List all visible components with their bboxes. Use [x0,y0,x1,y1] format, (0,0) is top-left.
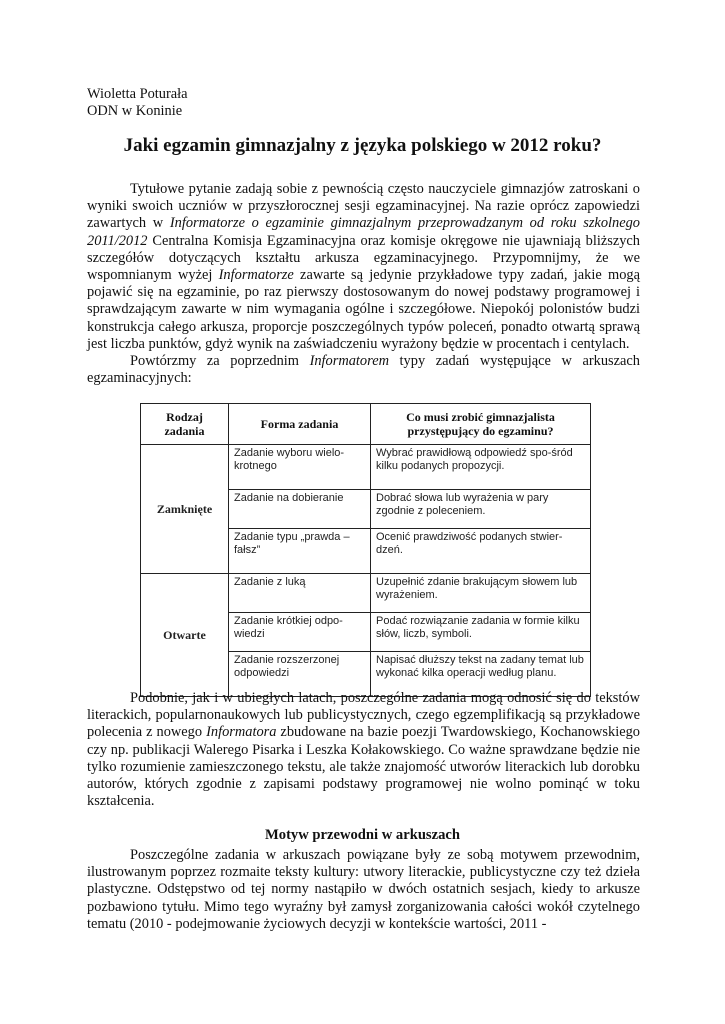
motif-paragraph: Poszczególne zadania w arkuszach powiązane były ze sobą motywem przewodnim, ilustrowanym poprzez rozmaite teksty kultury: utwory literackie, publicystyczne czy też dzieła plastyczne. Odstępstwo od tej normy nastąpiło w dwóch ostatnich sesjach, kiedy to arkusze pozbawiono tytułu. Mimo tego wyraźny był zamysł zorganizowania całości wokół czytelnego tematu (2010 - podejmowanie życiowych decyzji w kontekście wartości, 2011 - [87,847,640,932]
action-cell: Podać rozwiązanie zadania w formie kilku słów, liczb, symboli. [371,613,591,652]
text-run: typy zadań występujące w arkuszach egzaminacyjnych: [87,353,640,387]
table-header-row [141,404,591,445]
text-run: Centralna Komisja Egzaminacyjna oraz komisje okręgowe nie ujawniają bliższych szczegółów dotyczących kształtu arkusza egzaminacyjnego. Przypomnijmy, że we wspomnianym wyżej [87,232,640,284]
motif-section [87,847,640,933]
author-organization: ODN w Koninie [87,103,183,119]
text-run: zbudowane na bazie poezji Twardowskiego, Kochanowskiego czy np. publikacji Walerego Pisarka i Leszka Kołakowskiego. Co ważne sprawdzane będzie nie tylko rozumienie zamieszczonego tekstu, ale także znajomość utworów literackich lub dorobku autorów, których zgodnie z zapisami podstawy programowej nie wolno pominąć w toku kształcenia. [87,724,641,810]
form-cell: Zadanie na dobieranie [229,490,371,529]
header-kind: Rodzaj zadania [141,404,229,445]
after-table-paragraph [87,690,640,810]
action-cell: Uzupełnić zdanie brakującym słowem lub wyrażeniem. [371,574,591,613]
task-types-table [140,403,591,697]
kind-open: Otwarte [141,574,229,697]
form-cell: Zadanie rozszerzonej odpowiedzi [229,652,371,697]
after-table-section [87,690,640,810]
intro-section [87,181,640,387]
action-cell: Napisać dłuższy tekst na zadany temat lub wykonać kilka operacji według planu. [371,652,591,697]
italic-title-reference: Informatorze [218,267,294,284]
text-run: Powtórzmy za poprzednim [130,353,310,370]
italic-title-reference: Informatorze o egzaminie gimnazjalnym przeprowadzanym od roku szkolnego 2011/2012 [87,215,640,249]
form-cell: Zadanie krótkiej odpo-wiedzi [229,613,371,652]
text-run: Podobnie, jak i w ubiegłych latach, poszczególne zadania mogą odnosić się do tekstów literackich, popularnonaukowych lub publicystycznych, czego egzemplifikacją są przykładowe polecenia z nowego [87,690,640,741]
table-row [141,574,591,613]
kind-closed: Zamknięte [141,445,229,574]
author-block [87,86,188,120]
form-cell: Zadanie wyboru wielo-krotnego [229,445,371,490]
header-action: Co musi zrobić gimnazjalista przystępujący do egzaminu? [371,404,591,445]
table-row [141,445,591,490]
italic-title-reference: Informatora [206,724,277,741]
intro-paragraph-2 [87,353,640,387]
action-cell: Dobrać słowa lub wyrażenia w pary zgodnie z poleceniem. [371,490,591,529]
text-run: zawarte są jedynie przykładowe typy zadań, jakie mogą pojawić się na egzaminie, po raz pierwszy dostosowanym do nowej podstawy programowej i sprawdzającym zawarte w nim wymagania ogólne i szczegółowe. Niepokój polonistów budzi konstrukcja całego arkusza, proporcje poszczególnych typów poleceń, ponadto otwartą sprawą jest liczba punktów, gdyż wynik na zaświadczeniu wyrażony będzie w procentach i centylach. [87,267,640,352]
italic-title-reference: Informatorem [309,353,389,370]
intro-paragraph-1 [87,181,640,353]
action-cell: Ocenić prawdziwość podanych stwier-dzeń. [371,529,591,574]
action-cell: Wybrać prawidłową odpowiedź spo-śród kilku podanych propozycji. [371,445,591,490]
document-title: Jaki egzamin gimnazjalny z języka polskiego w 2012 roku? [123,135,602,156]
section-heading: Motyw przewodni w arkuszach [265,827,460,843]
form-cell: Zadanie typu „prawda – fałsz” [229,529,371,574]
text-run: Tytułowe pytanie zadają sobie z pewnością często nauczyciele gimnazjów zatroskani o wyniki swoich uczniów w przyszłorocznej sesji egzaminacyjnej. Na razie oprócz zapowiedzi zawartych w [87,181,640,232]
form-cell: Zadanie z luką [229,574,371,613]
header-form: Forma zadania [229,404,371,445]
author-name: Wioletta Poturała [87,86,188,102]
